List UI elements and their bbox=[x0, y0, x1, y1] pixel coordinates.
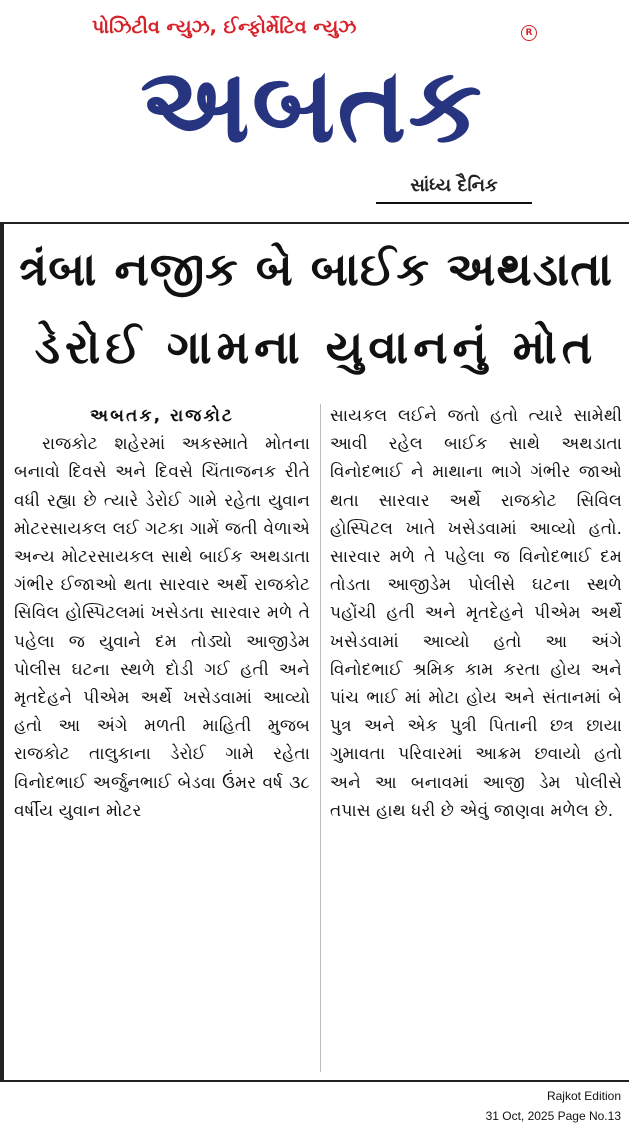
top-rule bbox=[0, 222, 629, 224]
left-rule bbox=[0, 222, 4, 1082]
article-column-right bbox=[330, 402, 622, 1074]
bottom-rule bbox=[0, 1080, 629, 1082]
article-column-left bbox=[14, 402, 310, 1074]
dateline: અબતક, રાજકોટ bbox=[90, 406, 234, 426]
edition-name: Rajkot Edition bbox=[546, 1089, 621, 1103]
edition-info bbox=[441, 1086, 621, 1126]
newspaper-logo: અબતક bbox=[140, 44, 484, 166]
headline-line-2: ડેરોઈ ગામના યુવાનનું મોત bbox=[34, 320, 598, 374]
column-divider bbox=[320, 404, 321, 1072]
edition-date-page: 31 Oct, 2025 Page No.13 bbox=[485, 1109, 621, 1123]
masthead-tagline: પોઝિટીવ ન્યુઝ, ઈન્ફોર્મેટિવ ન્યુઝ bbox=[92, 16, 357, 38]
headline-line-1: ત્રંબા નજીક બે બાઈક અથડાતા bbox=[18, 242, 614, 296]
masthead-subtitle: સાંધ્ય દૈનિક bbox=[376, 172, 532, 204]
article-body-left: રાજકોટ શહેરમાં અકસ્માતે મોતના બનાવો દિવસે અને દિવસે ચિંતાજનક રીતે વધી રહ્યા છે ત્યારે ડેરોઈ ગામે રહેતા યુવાન મોટરસાયકલ લઈ ગટકા ગામેં જતી વેળાએ અન્ય મોટરસાયકલ સાથે બાઈક અથડાતા ગંભીર ઈજાઓ થતા સારવાર અર્થે રાજકોટ સિવિલ હોસ્પિટલમાં ખસેડતા સારવાર મળે તે પહેલા જ યુવાને દમ તોડ્યો આજીડેમ પોલીસ ઘટના સ્થળે દોડી ગઈ હતી અને મૃતદેહને પીએમ અર્થે ખસેડવામાં આવ્યો હતો આ અંગે મળતી માહિતી મુજબ રાજકોટ તાલુકાના ડેરોઈ ગામે રહેતા વિનોદભાઈ અર્જુનભાઈ બેડવા ઉંમર વર્ષ ૩૮ વર્ષીય યુવાન મોટર bbox=[14, 434, 310, 821]
article-body-right: સાયકલ લઈને જતો હતો ત્યારે સામેથી આવી રહેલ બાઈક સાથે અથડાતા વિનોદભાઈ ને માથાના ભાગે ગંભીર જાઓ થતા સારવાર અર્થે રાજકોટ સિવિલ હોસ્પિટલ ખાતે ખસેડવામાં આવ્યો હતો. સારવાર મળે તે પહેલા જ વિનોદભાઈ દમ તોડતા આજીડેમ પોલીસે ઘટના સ્થળે પહોંચી હતી અને મૃતદેહને પીએમ અર્થે ખસેડવામાં આવ્યો હતો આ અંગે વિનોદભાઈ શ્રમિક કામ કરતા હોય અને પાંચ ભાઈ માં મોટા હોય અને સંતાનમાં બે પુત્ર અને એક પુત્રી પિતાની છત્ર છાયા ગુમાવતા પરિવારમાં આક્રમ છવાયો હતો અને આ બનાવમાં આજી ડેમ પોલીસે તપાસ હાથ ધરી છે એવું જાણવા મળેલ છે. bbox=[330, 406, 622, 821]
masthead bbox=[0, 0, 629, 210]
registered-mark-icon: R bbox=[521, 25, 537, 41]
